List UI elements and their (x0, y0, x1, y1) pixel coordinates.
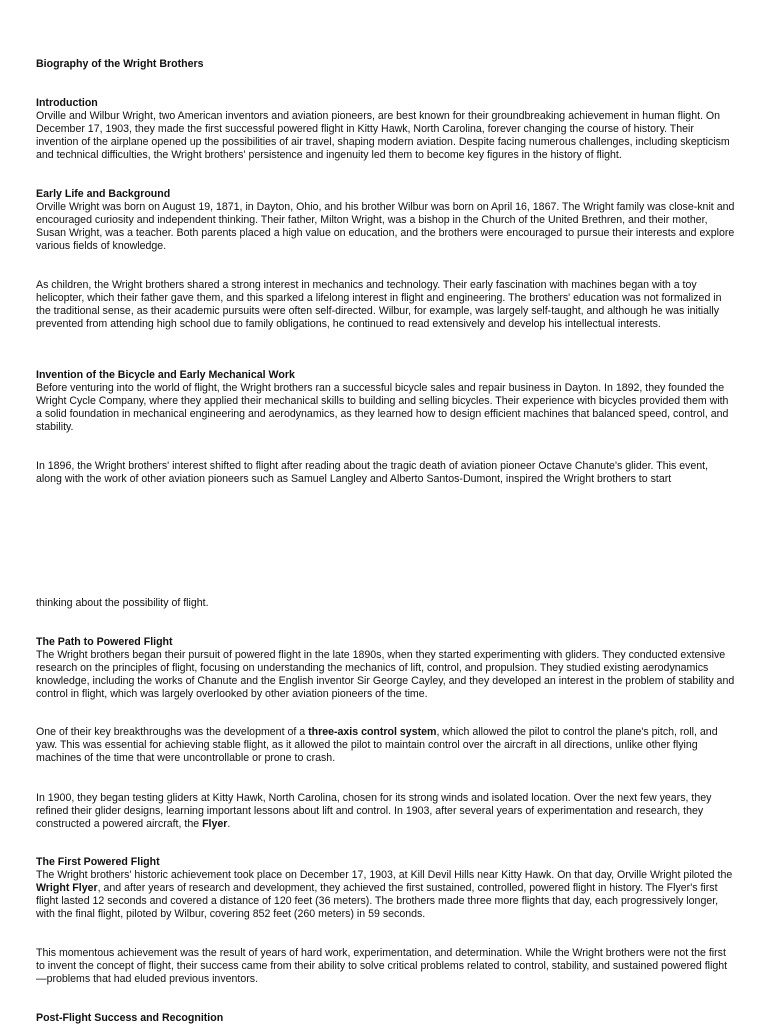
paragraph (36, 726, 736, 765)
section-introduction (36, 97, 736, 162)
paragraph: This momentous achievement was the result of years of hard work, experimentation, and determination. While the Wright brothers were not the first to invent the concept of flight, their success came from their ability to solve critical problems related to control, stability, and sustained powered flight—problems that had eluded previous inventors. (36, 947, 728, 985)
paragraph: The Wright brothers began their pursuit of powered flight in the late 1890s, when they started experimenting with gliders. They conducted extensive research on the principles of flight, focusing on understanding the mechanics of lift, control, and propulsion. They studied existing aerodynamics knowledge, including the works of Chanute and the English inventor Sir George Cayley, and they developed an interest in the problem of stability and control in flight, which was largely overlooked by other aviation pioneers of the time. (36, 648, 735, 700)
section-heading: Early Life and Background (36, 188, 171, 200)
section-heading: Post-Flight Success and Recognition (36, 1012, 224, 1024)
paragraph: In 1896, the Wright brothers' interest shifted to flight after reading about the tragic death of aviation pioneer Octave Chanute's glider. This event, along with the work of other aviation pioneers such as Samuel Langley and Alberto Santos-Dumont, inspired the Wright brothers to start (36, 460, 709, 485)
bold-term: Wright Flyer (36, 881, 98, 894)
section-heading: The First Powered Flight (36, 856, 160, 868)
section-path-to-flight (36, 636, 736, 701)
paragraph-block (36, 460, 736, 486)
bold-term: three-axis control system (308, 726, 437, 738)
paragraph (36, 869, 736, 921)
paragraph (36, 792, 736, 831)
text-run: One of their key breakthroughs was the development of a (36, 726, 309, 738)
text-run: . (227, 817, 231, 830)
paragraph-continuation (36, 597, 736, 610)
paragraph: Orville Wright was born on August 19, 1871, in Dayton, Ohio, and his brother Wilbur was born on April 16, 1867. The Wright family was close-knit and encouraged curiosity and independent thinking. Their father, Milton Wright, was a bishop in the Church of the United Brethren, and their mother, Susan Wright, was a teacher. Both parents placed a high value on education, and the brothers were encouraged to pursue their interests and explore various fields of knowledge. (36, 200, 735, 252)
document-title: Biography of the Wright Brothers (36, 58, 204, 70)
section-heading: Introduction (36, 97, 98, 109)
section-bicycle (36, 369, 736, 434)
text-run: , and after years of research and development, they achieved the first sustained, controlled, powered flight in history. The Flyer's first flight lasted 12 seconds and covered a distance of 120 feet (36 meters). The brothers made three more flights that day, each progressively longer, with the final flight, piloted by Wilbur, covering 852 feet (260 meters) in 59 seconds. (36, 881, 719, 920)
text-run: , which allowed the pilot to control the plane's pitch, roll, and yaw. This was essential for achieving stable flight, as it allowed the pilot to maintain control over the aircraft in all directions, unlike other flying machines of the time that were uncontrollable or prone to crash. (36, 726, 718, 764)
section-heading: Invention of the Bicycle and Early Mechanical Work (36, 369, 295, 381)
text-run: In 1900, they began testing gliders at Kitty Hawk, North Carolina, chosen for its strong winds and isolated location. Over the next few years, they refined their glider designs, learning important lessons about lift and control. In 1903, after several years of experimentation and research, they constructed a powered aircraft, the (36, 792, 712, 830)
section-first-flight (36, 856, 736, 921)
paragraph: thinking about the possibility of flight. (36, 597, 209, 609)
bold-term: Flyer (202, 817, 228, 830)
text-run: The Wright brothers' historic achievement took place on December 17, 1903, at Kill Devil Hills near Kitty Hawk. On that day, Orville Wright piloted the (36, 868, 733, 881)
paragraph-block (36, 947, 736, 986)
section-early-life (36, 188, 736, 253)
paragraph: As children, the Wright brothers shared a strong interest in mechanics and technology. Their early fascination with machines began with a toy helicopter, which their father gave them, and this sparked a lifelong interest in flight and engineering. The brothers' education was not formalized in the traditional sense, as their academic pursuits were often self-directed. Wilbur, for example, was largely self-taught, and although he was initially prevented from attending high school due to family obligations, he continued to read extensively and develop his intellectual interests. (36, 279, 722, 330)
paragraph: Orville and Wilbur Wright, two American inventors and aviation pioneers, are best known for their groundbreaking achievement in human flight. On December 17, 1903, they made the first successful powered flight in Kitty Hawk, North Carolina, forever changing the course of history. Their invention of the airplane opened up the possibilities of air travel, shaping modern aviation. Despite facing numerous challenges, including skepticism and technical difficulties, the Wright brothers' persistence and ingenuity led them to become key figures in the history of flight. (36, 109, 730, 161)
paragraph: Before venturing into the world of flight, the Wright brothers ran a successful bicycle sales and repair business in Dayton. In 1892, they founded the Wright Cycle Company, where they applied their mechanical skills to building and selling bicycles. Their experience with bicycles provided them with a solid foundation in mechanical engineering and aerodynamics, as they learned how to design efficient machines that balanced speed, control, and stability. (36, 381, 729, 433)
paragraph-block (36, 279, 736, 331)
paragraph-block (36, 792, 736, 831)
section-post-flight (36, 1012, 736, 1025)
section-heading: The Path to Powered Flight (36, 636, 173, 648)
paragraph-block (36, 726, 736, 765)
